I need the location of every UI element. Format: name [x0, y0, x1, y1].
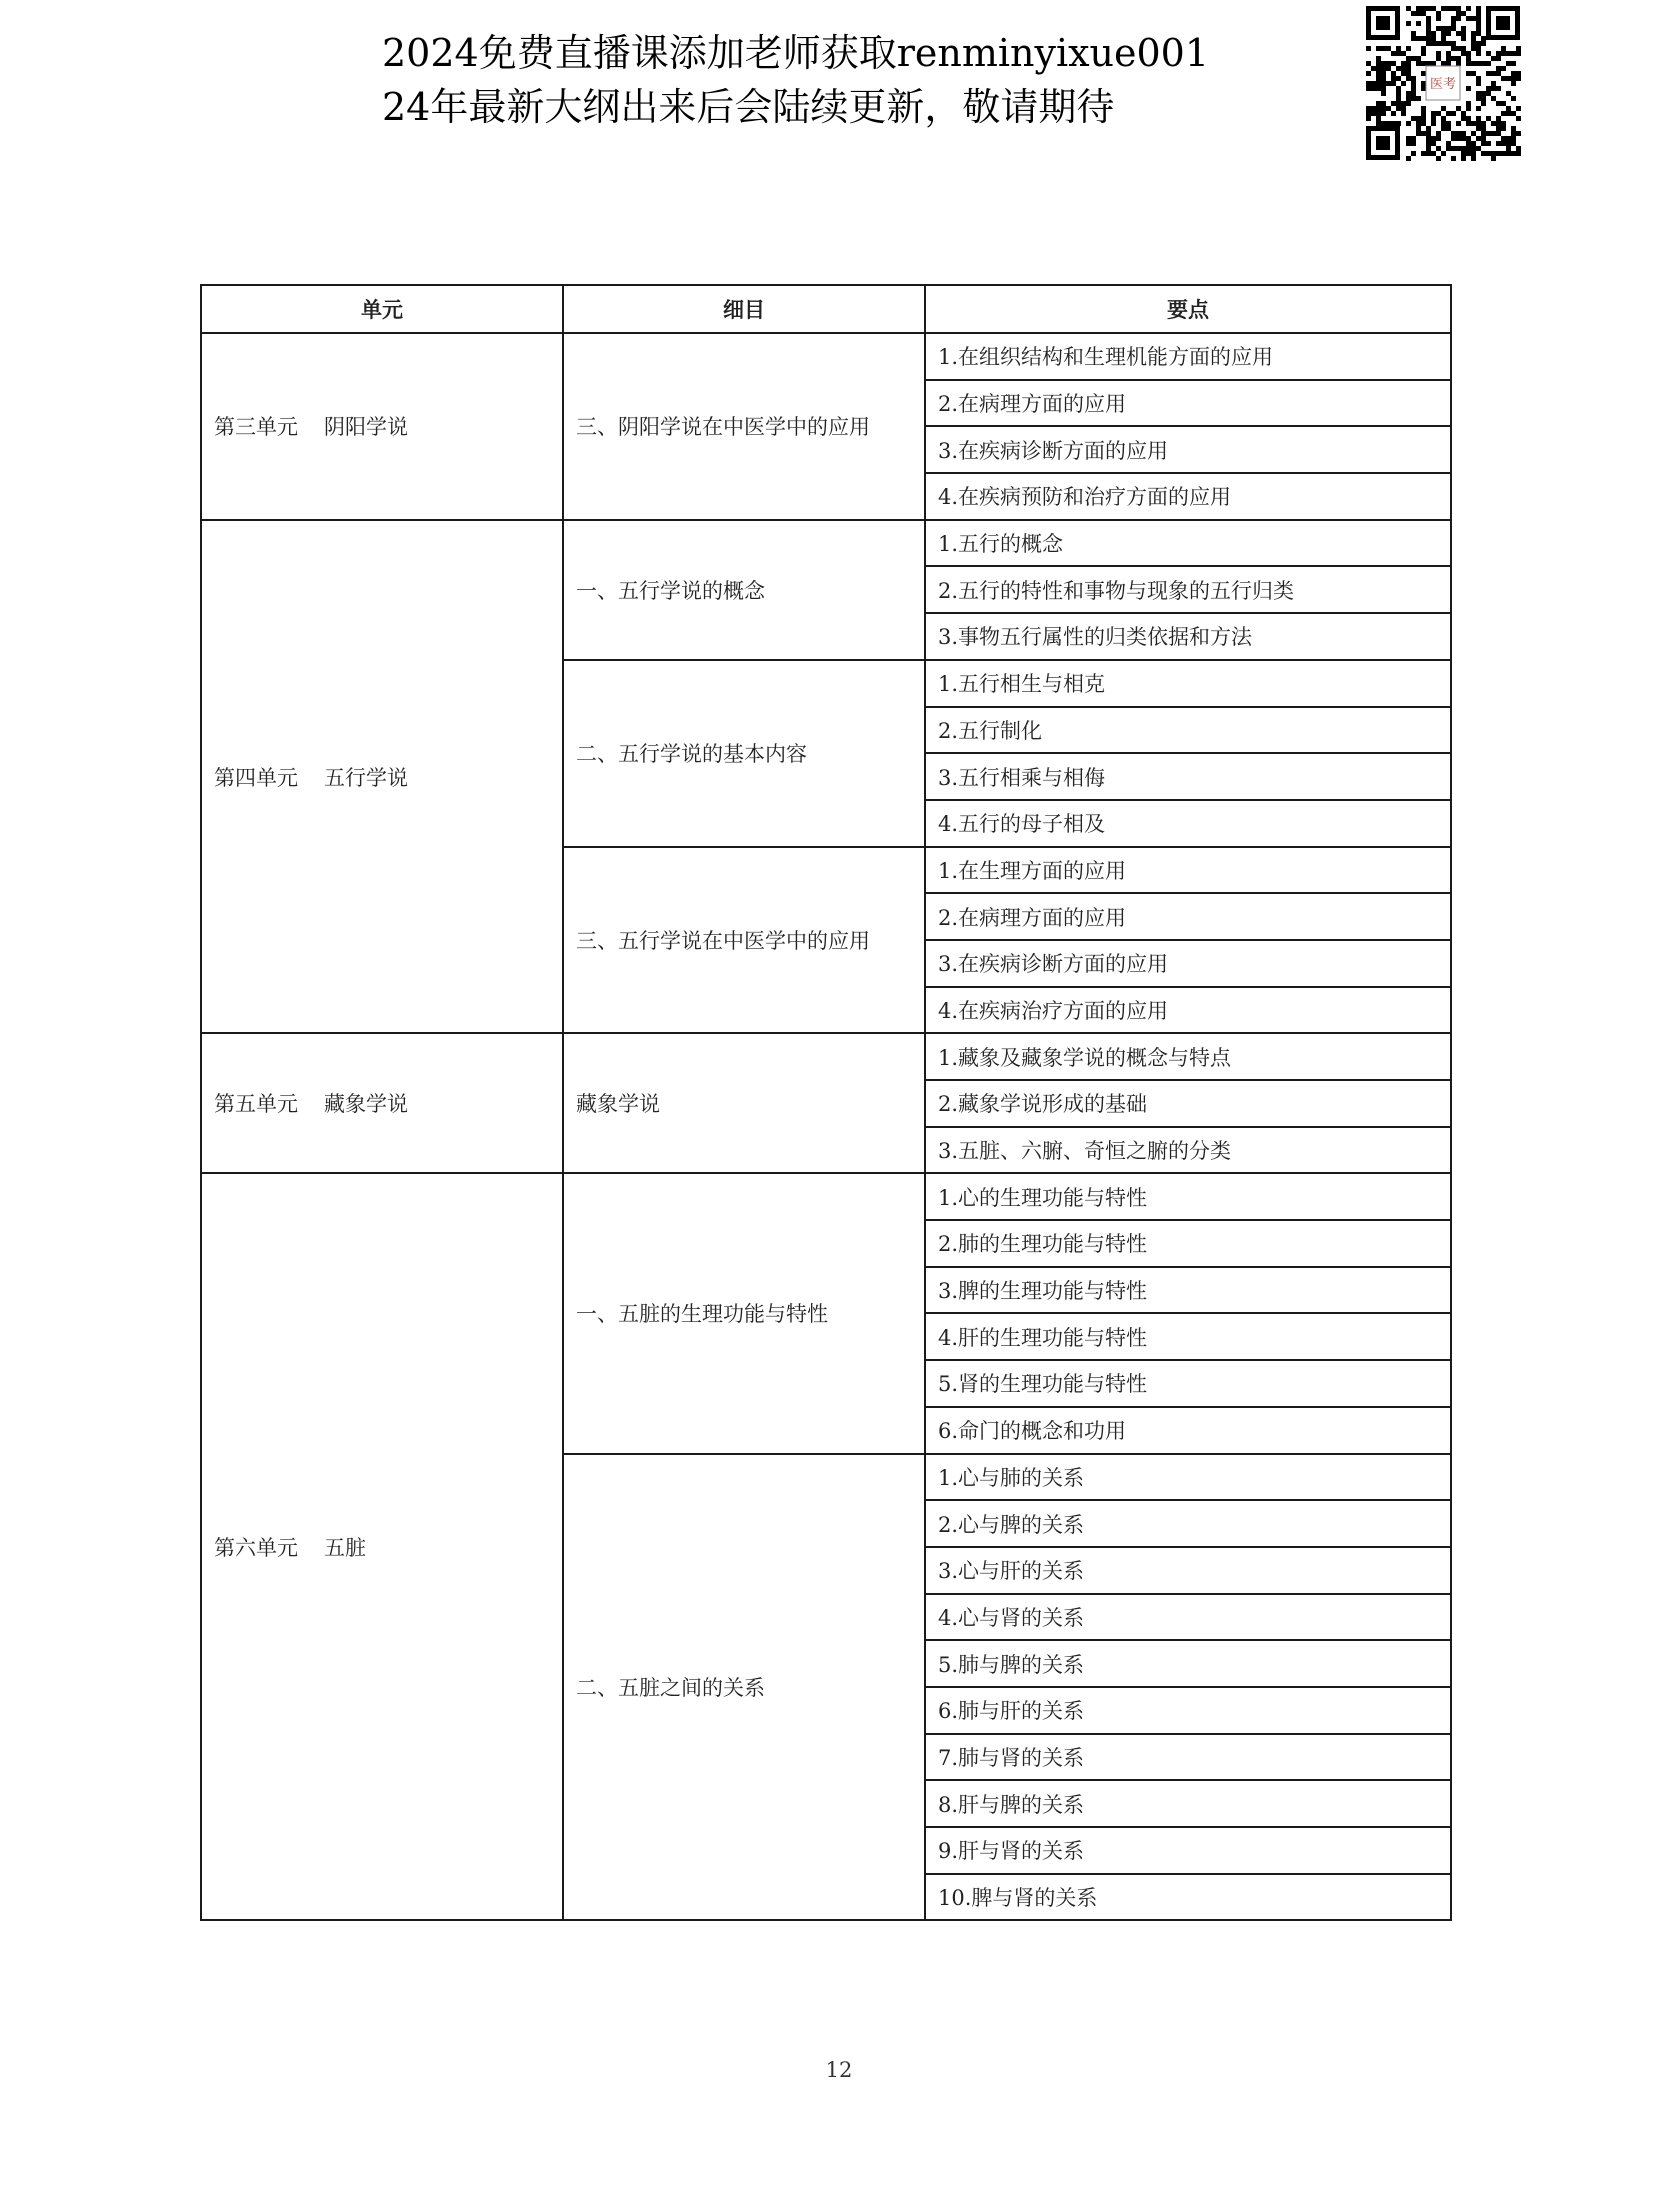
detail-cell: 一、五行学说的概念	[563, 520, 925, 660]
point-cell: 2.五行制化	[925, 707, 1451, 754]
table-row	[201, 1173, 1451, 1220]
point-cell: 5.肺与脾的关系	[925, 1640, 1451, 1687]
unit-number: 第六单元	[214, 1535, 298, 1560]
point-cell: 3.事物五行属性的归类依据和方法	[925, 613, 1451, 660]
table-body	[201, 333, 1451, 1920]
unit-cell	[201, 520, 563, 1034]
unit-number: 第四单元	[214, 765, 298, 790]
point-cell: 2.藏象学说形成的基础	[925, 1080, 1451, 1127]
page-header	[382, 26, 1342, 134]
point-cell: 1.藏象及藏象学说的概念与特点	[925, 1033, 1451, 1080]
point-cell: 1.五行的概念	[925, 520, 1451, 567]
unit-cell	[201, 1033, 563, 1173]
point-cell: 7.肺与肾的关系	[925, 1734, 1451, 1781]
point-cell: 5.肾的生理功能与特性	[925, 1360, 1451, 1407]
qr-code-icon	[1364, 4, 1522, 162]
column-header-detail: 细目	[563, 285, 925, 333]
point-cell: 4.在疾病治疗方面的应用	[925, 987, 1451, 1034]
qr-badge-text: 医考	[1429, 77, 1457, 92]
unit-cell	[201, 333, 563, 520]
unit-name: 阴阳学说	[324, 415, 408, 440]
page-number: 12	[825, 2058, 853, 2082]
header-line-2: 24年最新大纲出来后会陆续更新，敬请期待	[382, 85, 1115, 129]
point-cell: 4.肝的生理功能与特性	[925, 1313, 1451, 1360]
point-cell: 4.心与肾的关系	[925, 1594, 1451, 1641]
unit-name: 藏象学说	[324, 1092, 408, 1117]
point-cell: 1.在生理方面的应用	[925, 847, 1451, 894]
point-cell: 4.在疾病预防和治疗方面的应用	[925, 473, 1451, 520]
point-cell: 2.五行的特性和事物与现象的五行归类	[925, 566, 1451, 613]
point-cell: 2.心与脾的关系	[925, 1500, 1451, 1547]
detail-cell: 二、五脏之间的关系	[563, 1454, 925, 1921]
unit-cell	[201, 1173, 563, 1920]
point-cell: 3.五脏、六腑、奇恒之腑的分类	[925, 1127, 1451, 1174]
point-cell: 3.在疾病诊断方面的应用	[925, 426, 1451, 473]
point-cell: 4.五行的母子相及	[925, 800, 1451, 847]
point-cell: 6.命门的概念和功用	[925, 1407, 1451, 1454]
column-header-points: 要点	[925, 285, 1451, 333]
detail-cell: 二、五行学说的基本内容	[563, 660, 925, 847]
point-cell: 8.肝与脾的关系	[925, 1780, 1451, 1827]
point-cell: 9.肝与肾的关系	[925, 1827, 1451, 1874]
table-row	[201, 333, 1451, 380]
table-row	[201, 520, 1451, 567]
detail-cell: 三、五行学说在中医学中的应用	[563, 847, 925, 1034]
detail-cell: 藏象学说	[563, 1033, 925, 1173]
unit-name: 五脏	[324, 1535, 366, 1560]
point-cell: 1.五行相生与相克	[925, 660, 1451, 707]
point-cell: 6.肺与肝的关系	[925, 1687, 1451, 1734]
point-cell: 1.心与肺的关系	[925, 1454, 1451, 1501]
point-cell: 2.肺的生理功能与特性	[925, 1220, 1451, 1267]
syllabus-table	[200, 284, 1452, 1921]
point-cell: 3.脾的生理功能与特性	[925, 1267, 1451, 1314]
table-row	[201, 1033, 1451, 1080]
detail-cell: 一、五脏的生理功能与特性	[563, 1173, 925, 1453]
point-cell: 3.五行相乘与相侮	[925, 753, 1451, 800]
detail-cell: 三、阴阳学说在中医学中的应用	[563, 333, 925, 520]
column-header-unit: 单元	[201, 285, 563, 333]
point-cell: 10.脾与肾的关系	[925, 1874, 1451, 1921]
header-line-1: 2024免费直播课添加老师获取renminyixue001	[382, 31, 1210, 75]
unit-number: 第五单元	[214, 1092, 298, 1117]
unit-name: 五行学说	[324, 765, 408, 790]
table-header-row	[201, 285, 1451, 333]
point-cell: 2.在病理方面的应用	[925, 893, 1451, 940]
point-cell: 3.心与肝的关系	[925, 1547, 1451, 1594]
unit-number: 第三单元	[214, 415, 298, 440]
point-cell: 1.在组织结构和生理机能方面的应用	[925, 333, 1451, 380]
point-cell: 2.在病理方面的应用	[925, 380, 1451, 427]
point-cell: 1.心的生理功能与特性	[925, 1173, 1451, 1220]
point-cell: 3.在疾病诊断方面的应用	[925, 940, 1451, 987]
